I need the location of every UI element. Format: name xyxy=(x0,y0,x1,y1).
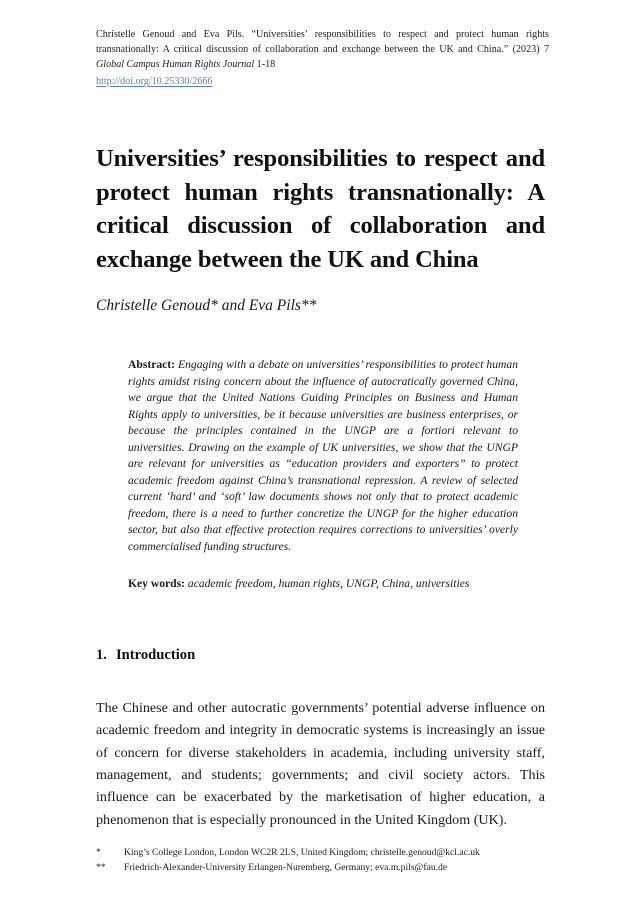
section-number: 1. xyxy=(96,647,107,663)
footnote-marker: ** xyxy=(96,861,106,873)
abstract-label: Abstract: xyxy=(128,358,176,371)
section-heading-introduction xyxy=(96,645,545,666)
authors-line: Christelle Genoud* and Eva Pils** xyxy=(96,297,317,314)
footnote-text: King’s College London, London WC2R 2LS, United Kingdom; christelle.genoud@kcl.ac.uk xyxy=(124,847,480,858)
footnote-text: Friedrich-Alexander-University Erlangen-Nuremberg, Germany; eva.m.pils@fau.de xyxy=(124,861,448,873)
footnote-row xyxy=(96,861,551,876)
doi-link[interactable]: http://doi.org/10.25330/2666 xyxy=(96,75,213,87)
keywords-label: Key words: xyxy=(128,577,185,590)
footnotes-block xyxy=(96,846,551,875)
introduction-paragraph: The Chinese and other autocratic governments’ potential adverse influence on academic freedom and integrity in democratic systems is increasingly an issue of concern for diverse stakeholders in academia, including university staff, management, and students; governments; and civil society actors. This influence can be exacerbated by the marketisation of higher education, a phenomenon that is especially pronounced in the United Kingdom (UK). xyxy=(96,700,545,828)
abstract-text: Engaging with a debate on universities’ responsibilities to protect human rights amidst rising concern about the influence of autocratically governed China, we argue that the United Nations Guiding Principles on Business and Human Rights apply to universities, be it because universities are business enterprises, or because the principles contained in the UNGP are a fortiori relevant to universities. Drawing on the example of UK universities, we show that the UNGP are relevant for universities as “education providers and exporters” to protect academic freedom against China’s transnational repression. A review of selected current ‘hard’ and ‘soft’ law documents shows not only that to protect academic freedom, there is a need to further concretize the UNGP for the higher education sector, but also that effective protection requires corrections to universities’ overly commercialised funding structures. xyxy=(128,358,518,554)
footnote-marker: * xyxy=(96,847,101,858)
page-title: Universities’ responsibilities to respect and protect human rights transnationally: A critical discussion of collaboration and exchange between the UK and China xyxy=(96,145,545,273)
section-title: Introduction xyxy=(116,647,196,663)
abstract-block xyxy=(128,357,518,556)
citation-header xyxy=(96,27,549,89)
footnote-row xyxy=(96,846,551,861)
citation-text: Christelle Genoud and Eva Pils. “Universities’ responsibilities to respect and protect human rights transnationally: A critical discussion of collaboration and exchange between the UK and China.” (2023) 7 xyxy=(96,29,549,56)
keywords-block xyxy=(128,576,518,593)
keywords-terms: academic freedom, human rights, UNGP, China, universities xyxy=(185,577,470,590)
citation-pages: 1-18 xyxy=(254,59,276,71)
journal-name: Global Campus Human Rights Journal xyxy=(96,59,255,71)
